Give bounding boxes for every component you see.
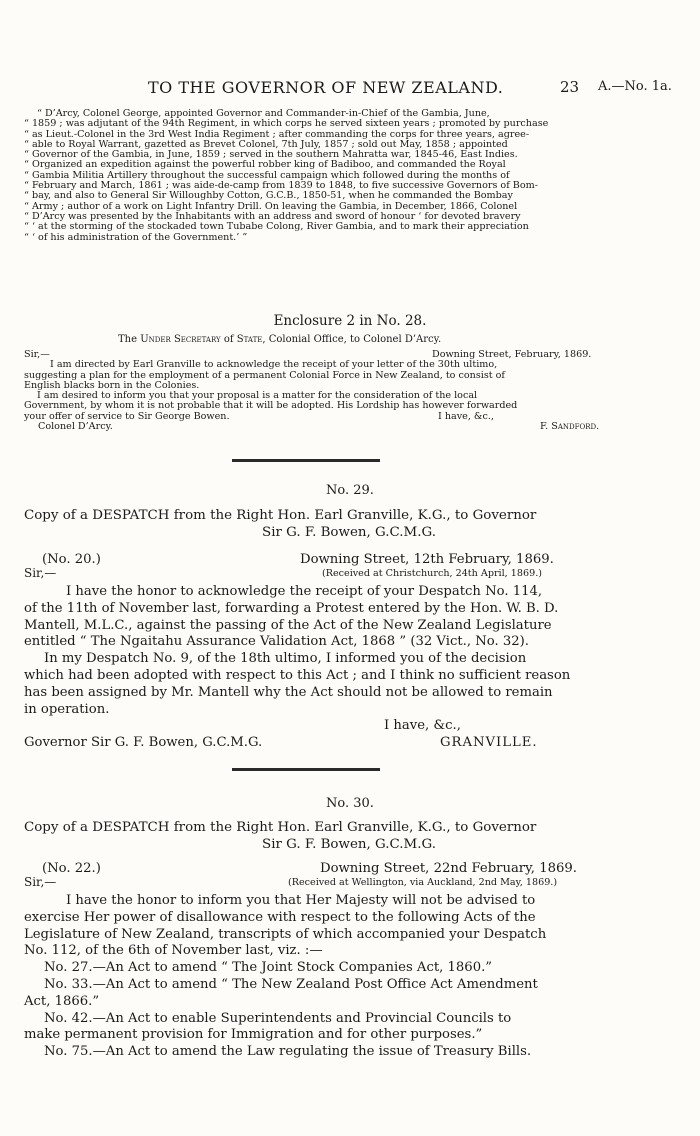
body-line: entitled “ The Ngaitahu Assurance Validation Act, 1868 ” (32 Vict., No. 32). (24, 634, 529, 650)
body-line: Mantell, M.L.C., against the passing of the Act of the New Zealand Legislature (24, 617, 552, 633)
quote-line: “ 1859 ; was adjutant of the 94th Regiment, in which corps he served sixteen years ; promoted by purchase (24, 118, 549, 130)
quote-line: “ February and March, 1861 ; was aide-de-camp from 1839 to 1848, to five successive Governors of Bom- (24, 180, 538, 192)
signature: GRANVILLE. (440, 735, 538, 750)
letter-address: Downing Street, February, 1869. (432, 349, 592, 360)
from-suffix: , Colonial Office, to Colonel D’Arcy. (262, 334, 442, 345)
despatch-ref-number: (No. 22.) (42, 861, 101, 876)
despatch-ref-number: (No. 20.) (42, 552, 101, 567)
despatch-title (24, 508, 674, 541)
salutation: Sir,— (24, 349, 50, 360)
received-note: (Received at Christchurch, 24th April, 1869.) (322, 568, 542, 579)
from-prefix: The (118, 334, 138, 345)
despatch-signoff (24, 718, 674, 752)
from-office: Under Secretary (140, 334, 221, 345)
despatch-date: Downing Street, 12th February, 1869. (300, 552, 554, 567)
quote-line: “ D’Arcy, Colonel George, appointed Governor and Commander-in-Chief of the Gambia, June, (37, 108, 490, 119)
quoted-biography (24, 109, 674, 243)
despatch-title-line: Copy of a DESPATCH from the Right Hon. Earl Granville, K.G., to Governor (24, 820, 537, 835)
recipient: Governor Sir G. F. Bowen, G.C.M.G. (24, 735, 263, 750)
act-item-continuation: make permanent provision for Immigration and for other purposes.” (24, 1027, 483, 1043)
despatch-date: Downing Street, 22nd February, 1869. (320, 861, 577, 876)
letter-signature: F. Sandford. (540, 421, 600, 433)
enclosure-heading: Enclosure 2 in No. 28. (273, 313, 427, 329)
enclosure-letter (24, 350, 674, 432)
despatch-body (24, 893, 674, 1061)
body-line: In my Despatch No. 9, of the 18th ultimo, I informed you of the decision (44, 651, 527, 667)
letter-line: your offer of service to Sir George Bowen. (24, 410, 230, 422)
despatch-title-line: Copy of a DESPATCH from the Right Hon. Earl Granville, K.G., to Governor (24, 508, 537, 523)
received-note: (Received at Wellington, via Auckland, 2nd May, 1869.) (288, 877, 558, 888)
despatch-reference (24, 861, 674, 891)
body-line: of the 11th of November last, forwarding a Protest entered by the Hon. W. B. D. (24, 600, 559, 616)
quote-line: “ able to Royal Warrant, gazetted as Brevet Colonel, 7th July, 1857 ; sold out May, 1858 ; appointed (24, 138, 508, 150)
page-header (0, 78, 700, 98)
despatch-title (24, 820, 674, 853)
enclosure-from-line (118, 334, 441, 345)
quote-line: “ ‘ of his administration of the Government.’ ” (24, 231, 248, 243)
section-divider (232, 768, 380, 771)
act-item: No. 42.—An Act to enable Superintendents and Provincial Councils to (44, 1010, 512, 1026)
running-title: TO THE GOVERNOR OF NEW ZEALAND. (148, 78, 504, 97)
letter-line: English blacks born in the Colonies. (24, 379, 200, 391)
body-line: I have the honor to inform you that Her Majesty will not be advised to (66, 893, 536, 908)
despatch-title-line: Sir G. F. Bowen, G.C.M.G. (262, 524, 436, 540)
salutation: Sir,— (24, 566, 57, 580)
act-item-continuation: Act, 1866.” (24, 993, 100, 1009)
closing: I have, &c., (384, 718, 461, 733)
from-mid: of (223, 334, 234, 345)
despatch-body (24, 584, 674, 718)
body-line: I have the honor to acknowledge the receipt of your Despatch No. 114, (66, 584, 543, 599)
act-item: No. 75.—An Act to amend the Law regulating the issue of Treasury Bills. (44, 1044, 532, 1060)
letter-line: suggesting a plan for the employment of a permanent Colonial Force in New Zealand, to consist of (24, 369, 505, 381)
quote-line: “ Gambia Militia Artillery throughout the successful campaign which followed during the months of (24, 169, 510, 181)
body-line: Legislature of New Zealand, transcripts of which accompanied your Despatch (24, 926, 547, 942)
letter-closing: I have, &c., (438, 410, 494, 422)
despatch-title-line: Sir G. F. Bowen, G.C.M.G. (262, 836, 436, 852)
letter-paragraph: I am desired to inform you that your proposal is a matter for the consideration of the local (37, 390, 478, 402)
body-line: No. 112, of the 6th of November last, viz. :— (24, 943, 323, 959)
quote-line: “ D’Arcy was presented by the Inhabitants with an address and sword of honour ‘ for devoted bravery (24, 210, 521, 222)
quote-line: “ as Lieut.-Colonel in the 3rd West India Regiment ; after commanding the corps for three years, agree- (24, 128, 530, 140)
quote-line: “ bay, and also to General Sir Willoughby Cotton, G.C.B., 1850-51, when he commanded the Bombay (24, 190, 513, 202)
body-line: in operation. (24, 701, 110, 717)
salutation: Sir,— (24, 875, 57, 889)
act-item: No. 27.—An Act to amend “ The Joint Stock Companies Act, 1860.” (44, 960, 493, 976)
letter-paragraph: I am directed by Earl Granville to acknowledge the receipt of your letter of the 30th ultimo, (50, 359, 498, 371)
body-line: exercise Her power of disallowance with respect to the following Acts of the (24, 909, 536, 925)
from-office-2: State (236, 334, 263, 345)
despatch-reference (24, 552, 674, 582)
body-line: which had been adopted with respect to this Act ; and I think no sufficient reason (24, 667, 571, 683)
despatch-number: No. 30. (326, 796, 374, 811)
quote-line: “ ‘ at the storming of the stockaded town Tubabe Colong, River Gambia, and to mark their appreciation (24, 221, 529, 233)
page-number: 23 (560, 78, 580, 96)
act-item: No. 33.—An Act to amend “ The New Zealand Post Office Act Amendment (44, 976, 538, 992)
quote-line: “ Governor of the Gambia, in June, 1859 ; served in the southern Mahratta war, 1845-46, East Indies. (24, 149, 518, 161)
paper-reference: A.—No. 1a. (598, 79, 672, 94)
section-divider (232, 459, 380, 462)
body-line: has been assigned by Mr. Mantell why the Act should not be allowed to remain (24, 684, 553, 700)
quote-line: “ Army ; author of a work on Light Infantry Drill. On leaving the Gambia, in December, 1866, Colonel (24, 200, 518, 212)
letter-line: Government, by whom it is not probable that it will be adopted. His Lordship has however forwarded (24, 400, 518, 412)
letter-recipient: Colonel D’Arcy. (38, 421, 113, 433)
quote-line: “ Organized an expedition against the powerful robber king of Badiboo, and commanded the Royal (24, 159, 506, 171)
despatch-number: No. 29. (326, 483, 374, 498)
